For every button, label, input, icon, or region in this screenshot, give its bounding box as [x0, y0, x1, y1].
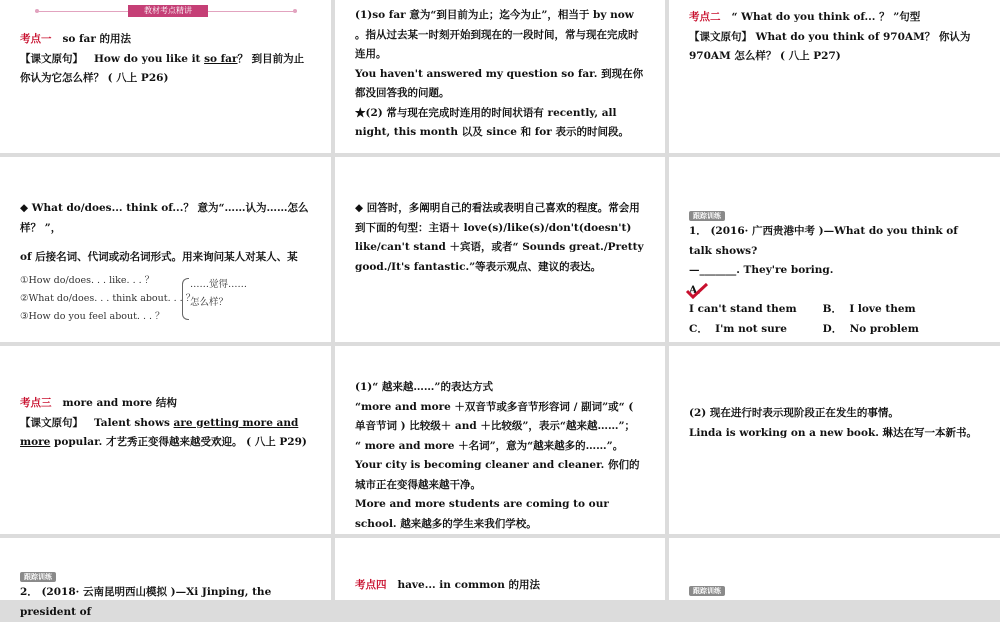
- question-text: 2． (2018· 云南昆明西山模拟 )—Xi Jinping, the president of: [20, 586, 272, 618]
- tip-text: ◆ 回答时，多阐明自己的看法或表明自己喜欢的程度。常会用到下面的句型：主语＋ love(s)/like(s)/don't(doesn't) like/can't stand ＋宾语，或者“ Sounds great./Pretty good./It's fantastic.”等表示观点、建议的表达。: [355, 202, 644, 273]
- pattern-meaning: 怎么样？: [190, 296, 229, 308]
- card-what-do-you-think: [669, 0, 1000, 153]
- card-so-far: [0, 0, 331, 153]
- card-answer-tips: [335, 157, 665, 342]
- option-c[interactable]: C． I'm not sure: [689, 322, 787, 335]
- question-text: 1． (2016· 广西贵港中考 )—What do you think of talk shows?: [689, 225, 958, 257]
- option-a[interactable]: A． I can't stand them: [689, 281, 819, 320]
- note-line: (2) 现在进行时表示现阶段正在发生的事情。: [689, 407, 899, 419]
- note-line: ★(2) 常与现在完成时连用的时间状语有 recently, all night, this month 以及 since 和 for 表示的时间段。: [355, 106, 629, 138]
- practice-tag: 跟踪训练: [689, 211, 725, 221]
- pattern-item: ②What do/does. . . think about. . . ？: [20, 292, 196, 304]
- banner-dot: [35, 9, 39, 13]
- note-line: 。指从过去某一时刻开始到现在的一段时间，常与现在完成时连用。: [355, 28, 639, 60]
- practice-tag: 跟踪训练: [689, 586, 725, 596]
- brace: [182, 278, 189, 320]
- section-banner: [35, 3, 297, 19]
- options: [689, 281, 980, 340]
- card-exercise-2: [0, 538, 331, 618]
- banner-label: 教材考点精讲: [128, 5, 208, 17]
- card-present-progressive: [669, 346, 1000, 534]
- note-line: (1)so far 意为“到目前为止；迄今为止”，相当于 by now: [355, 9, 634, 21]
- note-line: You haven't answered my question so far. 到现在你都没回答我的问题。: [355, 67, 644, 99]
- card-exercise-3: [669, 538, 1000, 600]
- point-heading: 考点一 so far 的用法: [20, 33, 132, 45]
- card-think-of-usage: [0, 157, 331, 342]
- source-sentence: 【课文原句】 How do you like it so far？ 到目前为止你认为它怎么样？ ( 八上 P26): [20, 52, 305, 84]
- usage-line: of 后接名词、代词或动名词形式。用来询问某人对某人、某: [20, 251, 298, 263]
- card-have-in-common: [335, 538, 665, 600]
- question-blank: —_______. They're boring.: [689, 264, 834, 276]
- pattern-item: ③How do you feel about. . . ？: [20, 310, 165, 322]
- practice-tag: 跟踪训练: [20, 572, 56, 582]
- point-heading: 考点四 have... in common 的用法: [355, 579, 540, 591]
- note-line: Your city is becoming cleaner and cleaner. 你们的城市正在变得越来越干净。: [355, 459, 640, 491]
- usage-line: ◆ What do/does... think of...？ 意为“……认为……怎么样？ ”，: [20, 202, 309, 234]
- pattern-item: ①How do/does. . . like. . . ？: [20, 274, 155, 286]
- note-line: “ more and more ＋名词”，意为“越来越多的……”。: [355, 439, 624, 452]
- note-line: (1)“ 越来越……”的表达方式: [355, 381, 493, 393]
- note-line: Linda is working on a new book. 琳达在写一本新书。: [689, 426, 978, 439]
- card-more-and-more: [0, 346, 331, 534]
- pattern-formula: [20, 272, 311, 328]
- card-exercise-1: [669, 157, 1000, 342]
- note-line: More and more students are coming to our school. 越来越多的学生来我们学校。: [355, 498, 609, 530]
- card-so-far-notes: [335, 0, 665, 153]
- pattern-meaning: ……觉得……: [190, 278, 248, 290]
- banner-dot: [293, 9, 297, 13]
- option-d[interactable]: D． No problem: [822, 322, 919, 335]
- source-sentence: 【课文原句】 What do you think of 970AM？ 你认为970AM 怎么样？ ( 八上 P27): [689, 30, 971, 62]
- note-line: “more and more ＋双音节或多音节形容词 / 副词”或“ ( 单音节词 ) 比较级＋ and ＋比较级”，表示“越来越……”；: [355, 400, 635, 432]
- check-mark-icon: [685, 283, 709, 299]
- point-heading: 考点二 “ What do you think of... ？ ”句型: [689, 11, 921, 23]
- point-heading: 考点三 more and more 结构: [20, 397, 177, 409]
- card-more-and-more-notes: [335, 346, 665, 534]
- source-sentence: 【课文原句】 Talent shows are getting more and more popular. 才艺秀正变得越来越受欢迎。 ( 八上 P29): [20, 416, 307, 448]
- option-b[interactable]: B． I love them: [822, 303, 916, 315]
